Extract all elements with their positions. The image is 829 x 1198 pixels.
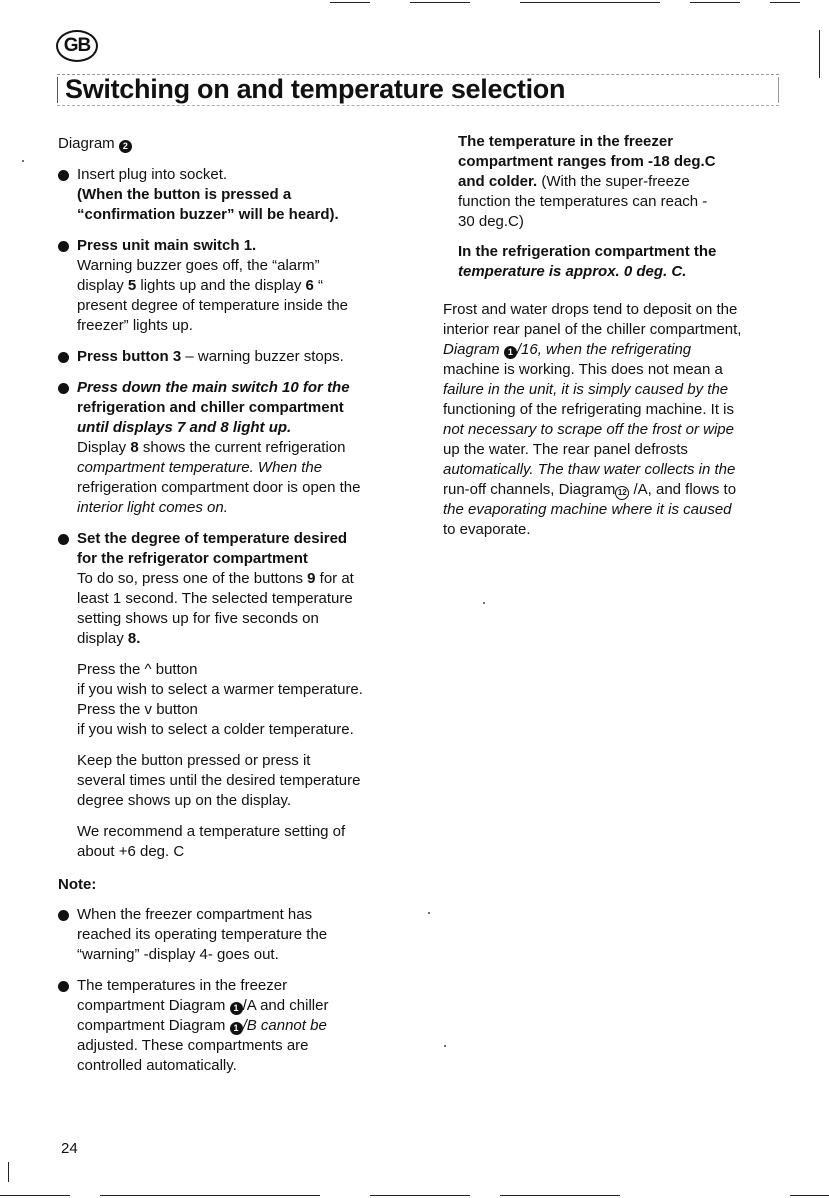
diagram-number-icon: 12 — [615, 486, 629, 500]
bullet-icon — [58, 383, 69, 394]
page-title: Switching on and temperature selection — [65, 74, 566, 104]
scan-edge-rule — [100, 1195, 320, 1196]
scan-edge-rule — [500, 1195, 620, 1196]
diagram-number-icon: 2 — [119, 140, 132, 153]
step-set-temperature: Set the degree of temperature desired for the refrigerator compartment To do so, press one of the buttons 9 for at least 1 second. The selected temperature setting shows up for five seconds on display 8. — [58, 529, 417, 649]
note-label: Note: — [58, 876, 97, 893]
paragraph-freezer-range: The temperature in the freezer compartment ranges from -18 deg.C and colder. (With the super-freeze function the temperatures can reach - 30 deg.C) — [458, 133, 716, 230]
step-press-button-3: Press button 3 – warning buzzer stops. — [58, 347, 417, 367]
scan-edge-rule — [8, 1162, 9, 1182]
step-main-switch-10: Press down the main switch 10 for the refrigeration and chiller compartment until displays 7 and 8 light up. Display 8 shows the current refrigeration compartment temperature. When the refrigeration compartment door is open the interior light comes on. — [58, 378, 417, 518]
paragraph-buttons: Press the ^ button if you wish to select a warmer temperature. Press the v button if you wish to select a colder temperature. — [77, 661, 363, 738]
scan-edge-rule — [819, 30, 820, 78]
language-badge: GB — [56, 30, 98, 62]
scan-edge-rule — [0, 1195, 70, 1196]
scan-speck — [444, 1045, 446, 1047]
page-number: 24 — [61, 1140, 78, 1157]
scan-speck — [428, 912, 430, 914]
diagram-number-icon: 1 — [230, 1002, 243, 1015]
bullet-icon — [58, 910, 69, 921]
note-automatic-compartments: The temperatures in the freezer compartment Diagram 1 /A and chiller compartment Diagram 1 /B cannot be adjusted. These compartments are controlled automatically. — [58, 976, 417, 1076]
paragraph-recommendation: We recommend a temperature setting of about +6 deg. C — [77, 823, 346, 860]
scan-edge-rule — [790, 1195, 829, 1196]
scan-edge-rule — [770, 2, 800, 3]
bullet-icon — [58, 170, 69, 181]
scan-edge-rule — [690, 2, 740, 3]
scan-edge-rule — [410, 2, 470, 3]
scan-edge-rule — [330, 2, 370, 3]
bullet-icon — [58, 534, 69, 545]
note-warning-display: When the freezer compartment has reached its operating temperature the “warning” -display 4- goes out. — [58, 905, 417, 965]
diagram-number-icon: 1 — [230, 1022, 243, 1035]
diagram-label: Diagram — [58, 135, 115, 152]
paragraph-keep-pressed: Keep the button pressed or press it several times until the desired temperature degree shows up on the display. — [77, 752, 361, 809]
scan-speck — [483, 602, 485, 604]
bullet-icon — [58, 352, 69, 363]
diagram-number-icon: 1 — [504, 346, 517, 359]
scan-speck — [22, 160, 24, 162]
diagram-reference — [58, 134, 132, 154]
step-main-switch: Press unit main switch 1. Warning buzzer goes off, the “alarm” display 5 lights up and the display 6 “ present degree of temperature inside the freezer” lights up. — [58, 236, 417, 336]
paragraph-refrigeration-temp: In the refrigeration compartment the temperature is approx. 0 deg. C. — [458, 243, 717, 280]
step-insert-plug: Insert plug into socket. (When the button is pressed a “confirmation buzzer” will be heard). — [58, 165, 417, 225]
bullet-icon — [58, 981, 69, 992]
scan-edge-rule — [520, 2, 660, 3]
paragraph-frost-water: Frost and water drops tend to deposit on the interior rear panel of the chiller compartment, Diagram 1 /16, when the refrigerating machine is working. This does not mean a failure in the unit, it is simply caused by the functioning of the refrigerating machine. It is not necessary to scrape off the frost or wipe up the water. The rear panel defrosts automatically. The thaw water collects in the run-off channels, Diagram 12 /A, and flows to the evaporating machine where it is caused to evaporate. — [443, 301, 742, 538]
scan-edge-rule — [370, 1195, 470, 1196]
bullet-icon — [58, 241, 69, 252]
